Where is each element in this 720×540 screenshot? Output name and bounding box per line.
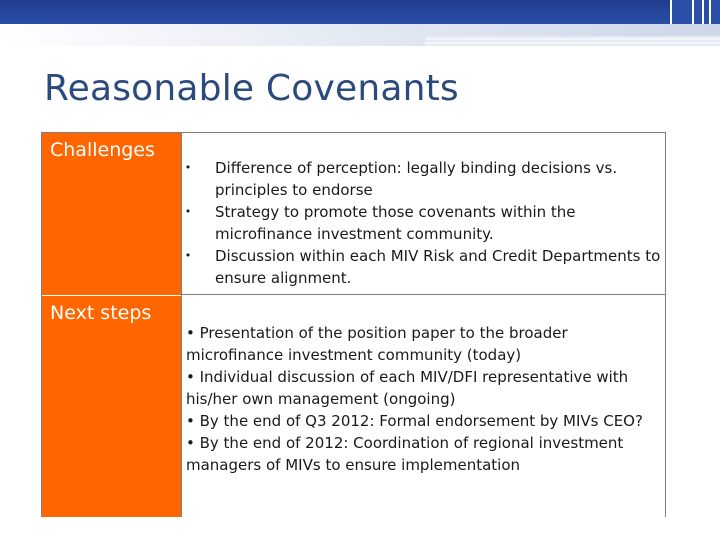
list-item: • Individual discussion of each MIV/DFI representative with his/her own management (ongoing) [186,368,629,408]
next-steps-list [186,322,662,476]
list-item: • By the end of Q3 2012: Formal endorsement by MIVs CEO? [186,412,643,430]
next-steps-label-cell [42,296,181,517]
list-item: • Discussion within each MIV Risk and Credit Departments to ensure alignment. [182,245,662,289]
slide-title: Reasonable Covenants [44,68,459,109]
challenges-list [182,157,662,289]
next-steps-content-cell [182,296,665,517]
list-item: • Strategy to promote those covenants within the microfinance investment community. [182,201,662,245]
list-item: • Difference of perception: legally binding decisions vs. principles to endorse [182,157,662,201]
challenges-content-cell [182,133,665,295]
next-steps-label: Next steps [50,302,152,324]
header-bar [0,0,670,24]
challenges-label-cell [42,133,181,295]
covenants-table [41,132,666,517]
bullet-icon: • [184,205,192,218]
list-item: • By the end of 2012: Coordination of regional investment managers of MIVs to ensure implementation [186,434,624,474]
bullet-icon: • [184,161,192,174]
header-accent-bar [694,0,702,24]
header-accent-bar [704,0,709,24]
header-fade-strip [425,36,720,46]
challenges-label: Challenges [50,139,155,161]
bullet-icon: • [184,249,192,262]
column-divider [181,133,182,516]
header-accent-bar [672,0,692,24]
header-accent-bar [711,0,720,24]
list-item: • Presentation of the position paper to the broader microfinance investment community (today) [186,324,568,364]
